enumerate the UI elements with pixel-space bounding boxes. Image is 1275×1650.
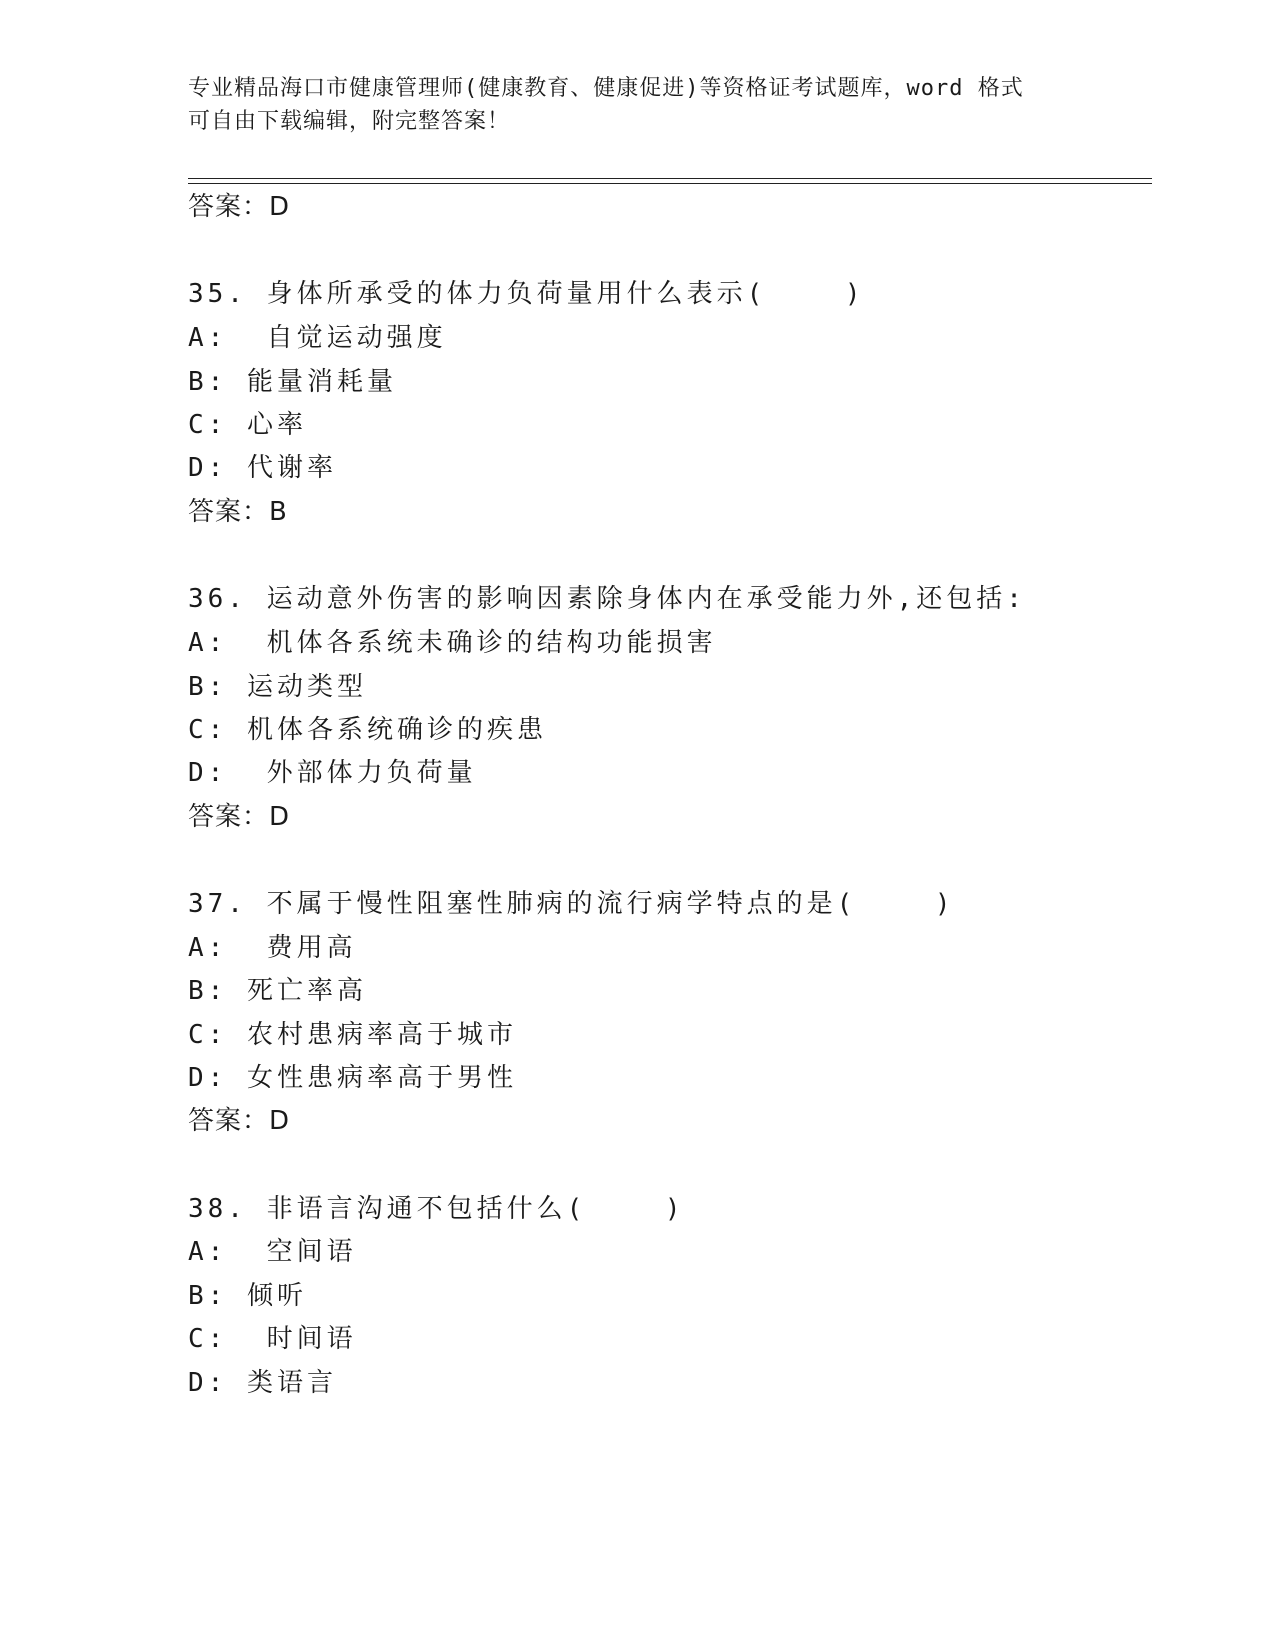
header-divider-top xyxy=(188,178,1152,179)
question-37-answer: 答案：D xyxy=(188,1106,291,1136)
question-38-option-a: A: 空间语 xyxy=(188,1237,357,1267)
question-37-option-d: D: 女性患病率高于男性 xyxy=(188,1063,517,1093)
page-header xyxy=(188,72,1088,138)
question-38-option-b: B: 倾听 xyxy=(188,1281,307,1311)
question-37-option-b: B: 死亡率高 xyxy=(188,976,367,1006)
previous-answer: 答案：D xyxy=(188,192,291,222)
question-38-stem: 38. 非语言沟通不包括什么( ) xyxy=(188,1194,685,1224)
question-36-answer: 答案：D xyxy=(188,802,291,832)
question-38-option-c: C: 时间语 xyxy=(188,1324,357,1354)
question-35-option-d: D: 代谢率 xyxy=(188,453,337,483)
question-36-option-d: D: 外部体力负荷量 xyxy=(188,758,477,788)
question-37-option-c: C: 农村患病率高于城市 xyxy=(188,1020,517,1050)
question-35-stem: 35. 身体所承受的体力负荷量用什么表示( ) xyxy=(188,279,865,309)
question-38-option-d: D: 类语言 xyxy=(188,1368,337,1398)
question-35-option-b: B: 能量消耗量 xyxy=(188,367,397,397)
question-36-option-c: C: 机体各系统确诊的疾患 xyxy=(188,715,547,745)
question-36-option-b: B: 运动类型 xyxy=(188,672,367,702)
question-37-stem: 37. 不属于慢性阻塞性肺病的流行病学特点的是( ) xyxy=(188,889,955,919)
question-35-option-c: C: 心率 xyxy=(188,410,307,440)
question-36-stem: 36. 运动意外伤害的影响因素除身体内在承受能力外,还包括: xyxy=(188,584,1026,614)
question-36-option-a: A: 机体各系统未确诊的结构功能损害 xyxy=(188,628,717,658)
question-35-answer: 答案：B xyxy=(188,497,288,527)
question-37-option-a: A: 费用高 xyxy=(188,933,357,963)
header-divider-bottom xyxy=(188,183,1152,184)
header-line-1: 专业精品海口市健康管理师(健康教育、健康促进)等资格证考试题库，word 格式 xyxy=(188,76,1024,101)
question-35-option-a: A: 自觉运动强度 xyxy=(188,323,447,353)
header-line-2: 可自由下载编辑，附完整答案！ xyxy=(188,109,511,134)
